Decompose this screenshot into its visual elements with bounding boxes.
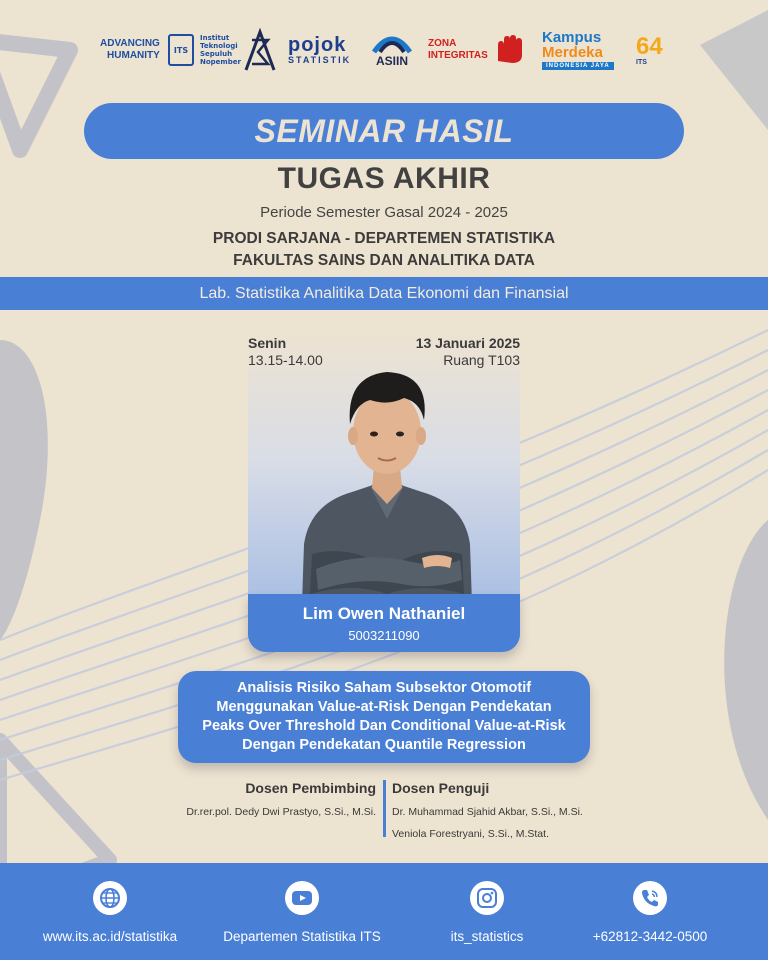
- pojok-statistik-logo: [288, 22, 351, 78]
- anniversary-its-text: ITS: [636, 58, 647, 66]
- zona-integritas-logo: [428, 22, 488, 78]
- phone-contact[interactable]: [555, 863, 745, 960]
- its-tagline-line2: HUMANITY: [107, 50, 160, 61]
- kampus-merdeka-logo: [542, 22, 614, 78]
- instagram-label: its_statistics: [450, 929, 524, 944]
- contact-footer: [0, 863, 768, 960]
- examiner-name: Veniola Forestryani, S.Si., M.Stat.: [392, 828, 549, 840]
- pojok-logo-subtext: STATISTIK: [288, 55, 352, 65]
- globe-icon: [93, 881, 127, 915]
- student-id: 5003211090: [348, 627, 420, 643]
- lecturer-divider: [383, 780, 386, 837]
- its-logo-mark: ITS: [168, 34, 194, 66]
- kampus-line1: Kampus: [542, 29, 602, 46]
- its-logo: [168, 22, 198, 78]
- asiin-logo: [372, 22, 412, 78]
- lab-name: Lab. Statistika Analitika Data Ekonomi dan Finansial: [199, 284, 569, 302]
- faculty-text: FAKULTAS SAINS DAN ANALITIKA DATA: [233, 252, 535, 269]
- its-logo-subtext: Institut Teknologi Sepuluh Nopember: [200, 34, 241, 66]
- student-name: Lim Owen Nathaniel: [302, 603, 466, 623]
- period-text: Periode Semester Gasal 2024 - 2025: [260, 204, 508, 221]
- phone-label: +62812-3442-0500: [592, 929, 708, 944]
- youtube-label: Departemen Statistika ITS: [223, 929, 381, 944]
- page-title: TUGAS AKHIR: [277, 162, 491, 195]
- website-contact[interactable]: [15, 863, 205, 960]
- its-tagline-line1: ADVANCING: [100, 38, 160, 49]
- zona-line1: ZONA: [428, 38, 457, 49]
- logo-bar: [96, 22, 686, 78]
- youtube-contact[interactable]: [207, 863, 397, 960]
- anniversary-number: 64: [636, 32, 663, 60]
- examiner-heading: Dosen Penguji: [392, 780, 490, 796]
- schedule-room: Ruang T103: [443, 352, 520, 368]
- anti-corruption-hand-icon: [492, 22, 532, 78]
- advisor-heading: Dosen Pembimbing: [245, 780, 376, 796]
- instagram-icon: [470, 881, 504, 915]
- schedule-date: 13 Januari 2025: [415, 335, 520, 351]
- asiin-logo-text: ASIIN: [375, 54, 408, 68]
- kampus-line3: INDONESIA JAYA: [542, 62, 614, 70]
- student-name-plate: [248, 594, 520, 652]
- seminar-hasil-banner: SEMINAR HASIL: [84, 103, 684, 159]
- statistics-sigma-logo: [240, 22, 280, 78]
- instagram-contact[interactable]: [392, 863, 582, 960]
- youtube-icon: [285, 881, 319, 915]
- schedule-day: Senin: [248, 335, 287, 351]
- advisor-section: [186, 780, 376, 818]
- pojok-logo-text: pojok: [288, 34, 347, 56]
- zona-line2: INTEGRITAS: [428, 50, 488, 61]
- website-label: www.its.ac.id/statistika: [42, 929, 178, 944]
- research-title-box: [178, 671, 590, 763]
- lab-band: [0, 277, 768, 310]
- phone-icon: [633, 881, 667, 915]
- schedule-time: 13.15-14.00: [248, 352, 323, 368]
- kampus-line2: Merdeka: [542, 44, 603, 61]
- student-photo: [292, 354, 482, 604]
- examiner-name: Dr. Muhammad Sjahid Akbar, S.Si., M.Si.: [392, 806, 583, 818]
- its-anniversary-logo: [636, 22, 663, 78]
- prodi-text: PRODI SARJANA - DEPARTEMEN STATISTIKA: [212, 230, 556, 247]
- its-tagline-logo: [100, 22, 160, 78]
- advisor-name: Dr.rer.pol. Dedy Dwi Prastyo, S.Si., M.Si.: [186, 806, 376, 818]
- research-title: Analisis Risiko Saham Subsektor Otomotif Menggunakan Value-at-Risk Dengan Pendekatan Peaks Over Threshold Dan Conditional Value-at-Risk Dengan Pendekatan Quantile Regression: [202, 680, 566, 753]
- examiner-section: [392, 780, 583, 840]
